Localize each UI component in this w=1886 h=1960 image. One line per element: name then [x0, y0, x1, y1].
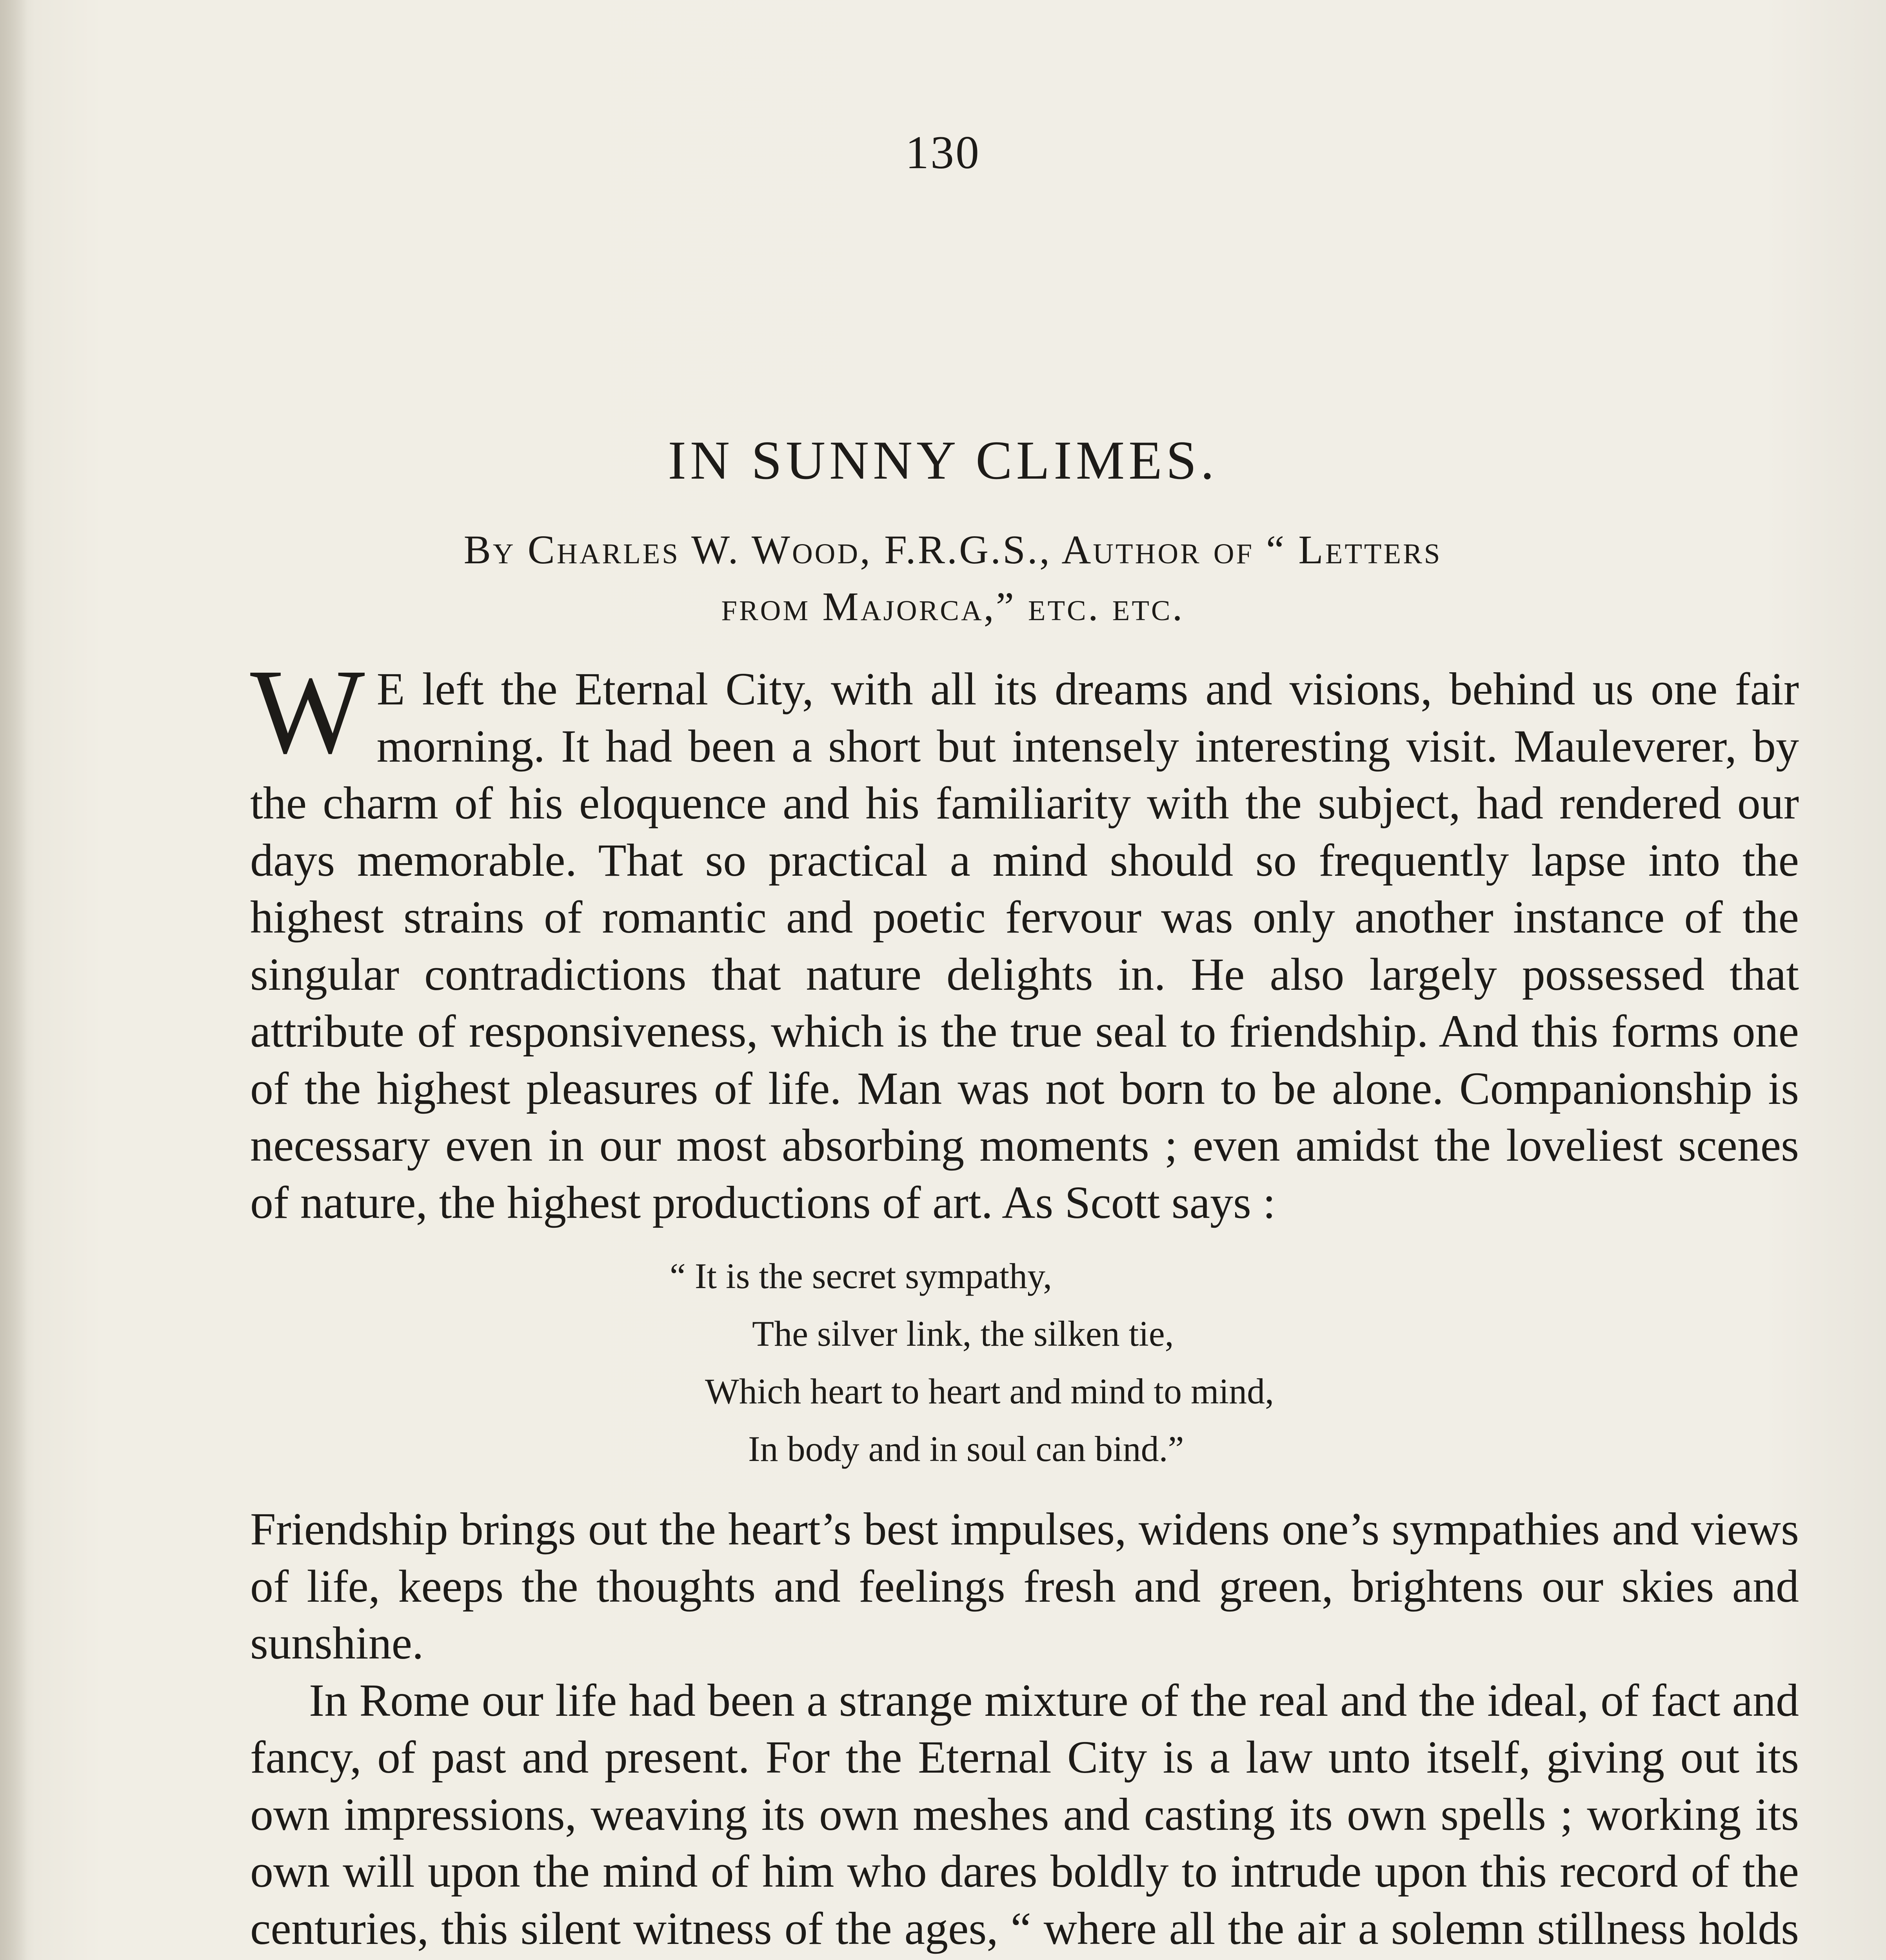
article-byline	[251, 521, 1655, 635]
paragraph-2: Friendship brings out the heart’s best impulses, widens one’s sympathies and views of life, keeps the thoughts and feelings fresh and green, brightens our skies and sunshine.	[250, 1503, 1799, 1669]
quote-line-1: “ It is the secret sympathy,	[670, 1256, 1052, 1296]
poetry-quote	[250, 1247, 1799, 1478]
quote-line-4: In body and in soul can bind.”	[748, 1429, 1184, 1469]
paragraph-1-text: E left the Eternal City, with all its dreams and visions, behind us one fair morning. It had been a short but intensely interesting visit. Mauleverer, by the charm of his eloquence and his familiarity with the subject, had rendered our days memorable. That so practical a mind should so frequently lapse into the highest strains of romantic and poetic fervour was only another instance of the singular contradictions that nature delights in. He also largely possessed that attribute of responsiveness, which is the true seal to friendship. And this forms one of the highest pleasures of life. Man was not born to be alone. Companionship is necessary even in our most absorbing moments ; even amidst the loveliest scenes of nature, the highest productions of art. As Scott says :	[250, 663, 1799, 1228]
paragraph-3: In Rome our life had been a strange mixture of the real and the ideal, of fact and fancy, of past and present. For the Eternal City is a law unto itself, giving out its own impressions, weaving its own meshes and casting its own spells ; working its own will upon the mind of him who dares boldly to intrude upon this record of the centuries, this silent witness of the ages, “ where all the air a solemn stillness holds	[250, 1674, 1799, 1954]
quote-line-3: Which heart to heart and mind to mind,	[705, 1371, 1274, 1411]
article-title: IN SUNNY CLIMES.	[668, 430, 1218, 491]
byline-line-1: By Charles W. Wood, F.R.G.S., Author of “ Letters	[463, 527, 1442, 572]
gutter-shadow	[0, 0, 27, 1960]
quote-line-2: The silver link, the silken tie,	[752, 1314, 1174, 1354]
byline-line-2: from Majorca,” etc. etc.	[721, 584, 1185, 629]
article-body	[250, 644, 1799, 1960]
paragraph-1	[250, 644, 1799, 1231]
drop-cap: W	[250, 644, 365, 779]
page-number: 130	[905, 126, 981, 178]
